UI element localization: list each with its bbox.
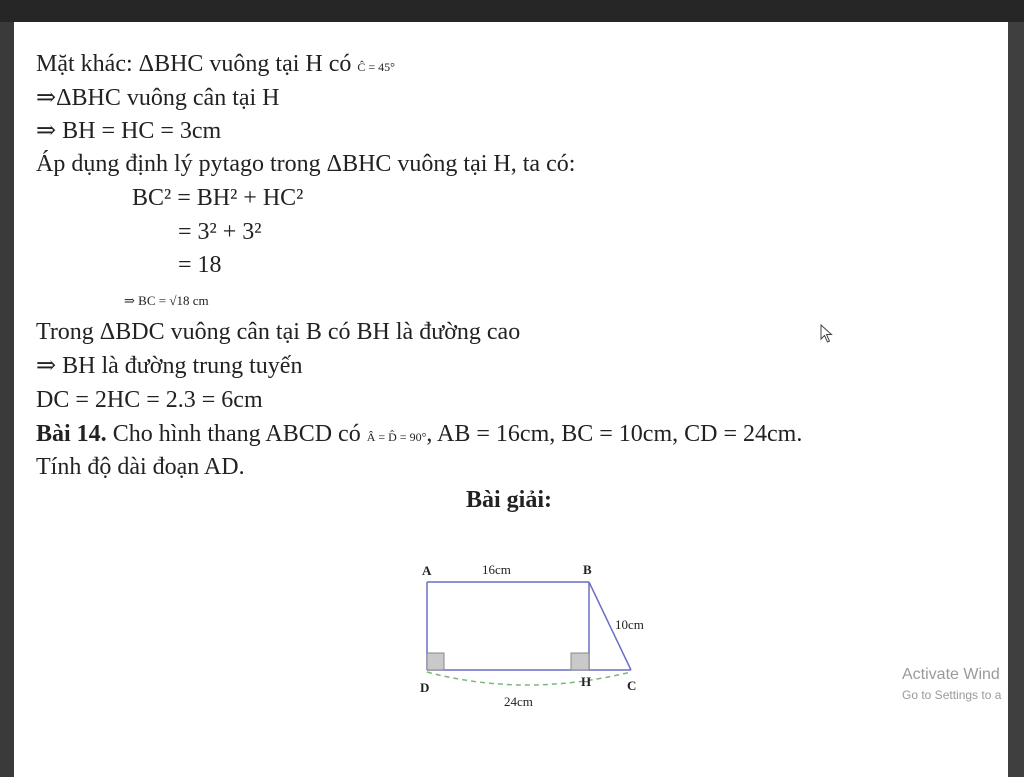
watermark-title: Activate Wind (902, 666, 1000, 683)
left-edge (0, 22, 14, 777)
line-12 (36, 420, 802, 451)
label-d: D (420, 680, 430, 695)
label-c: C (627, 678, 637, 693)
right-edge (1008, 22, 1024, 777)
dc-length-arc (427, 672, 631, 685)
label-bc-length: 10cm (615, 617, 644, 632)
line-3: ⇒ BH = HC = 3cm (36, 118, 222, 144)
line-1-text: Mặt khác: ΔBHC vuông tại H có (36, 51, 352, 77)
window-top-bar (0, 0, 1024, 22)
exercise-text-b: , AB = 16cm, BC = 10cm, CD = 24cm. (426, 421, 803, 447)
line-10: ⇒ BH là đường trung tuyến (36, 353, 303, 379)
trapezoid-figure (405, 550, 675, 720)
angle-ad-note: Â = D̂ = 90° (366, 430, 427, 444)
line-11: DC = 2HC = 2.3 = 6cm (36, 387, 263, 413)
activation-watermark (902, 666, 1001, 702)
line-4: Áp dụng định lý pytago trong ΔBHC vuông tại H, ta có: (36, 151, 576, 177)
exercise-text-a: Cho hình thang ABCD có (106, 421, 361, 447)
line-2: ⇒ΔBHC vuông cân tại H (36, 85, 280, 111)
right-angle-h (571, 653, 589, 670)
line-7: = 18 (178, 252, 222, 278)
line-1 (36, 50, 395, 81)
line-8: ⇒ BC = √18 cm (124, 293, 209, 308)
label-dc-length: 24cm (504, 694, 533, 709)
line-13: Tính độ dài đoạn AD. (36, 454, 245, 480)
mouse-cursor-icon (820, 324, 834, 344)
label-ab-length: 16cm (482, 562, 511, 577)
line-5: BC² = BH² + HC² (132, 185, 304, 211)
exercise-number: Bài 14. (36, 421, 107, 447)
label-a: A (422, 563, 432, 578)
label-b: B (583, 562, 592, 577)
label-h: H (581, 674, 592, 689)
angle-c-note: Ĉ = 45° (357, 60, 395, 74)
right-angle-d (427, 653, 444, 670)
watermark-subtitle: Go to Settings to a (902, 688, 1002, 702)
line-6: = 3² + 3² (178, 219, 262, 245)
line-9: Trong ΔBDC vuông cân tại B có BH là đường cao (36, 319, 521, 345)
solution-heading: Bài giải: (466, 487, 553, 513)
